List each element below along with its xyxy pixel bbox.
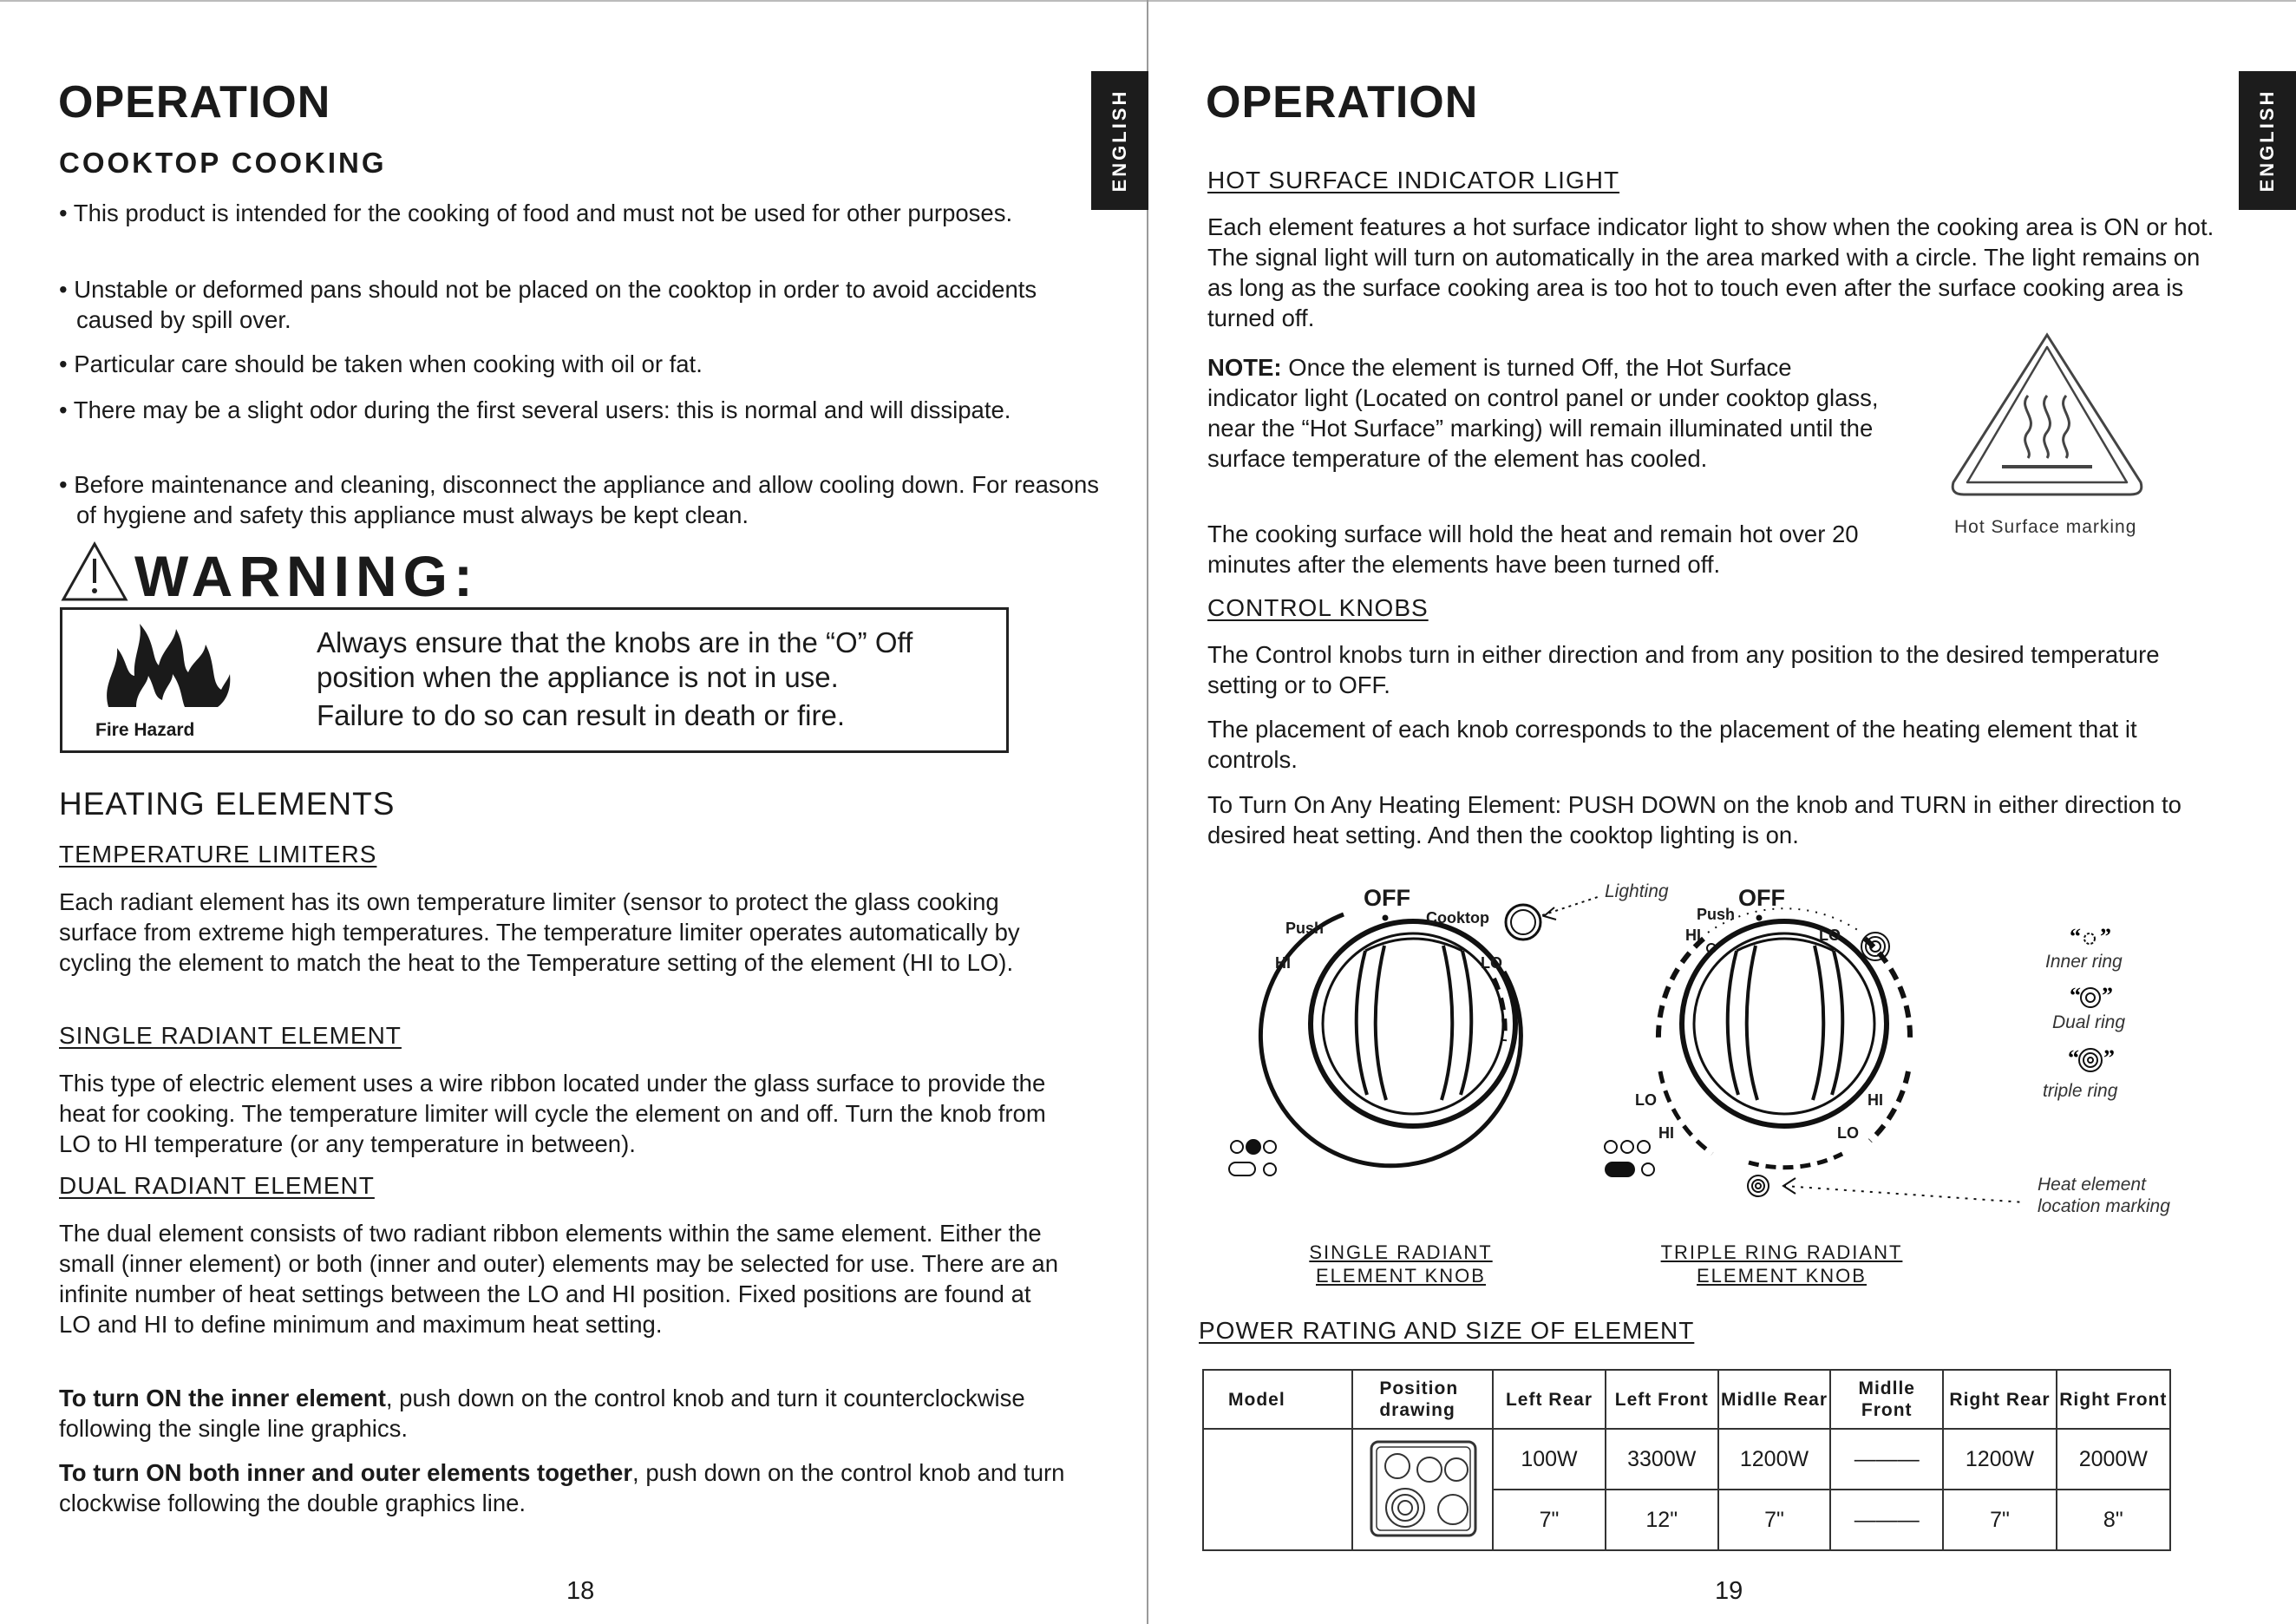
language-tab: ENGLISH	[2239, 71, 2296, 210]
header-model: Model	[1203, 1370, 1352, 1429]
hot-surface-text: Each element features a hot surface indicator light to show when the cooking area is ON or hot. The signal light will turn on automatically in the area marked with a circle. The light remains on as long as the surface cooking area is too hot to touch even after the surface cooking area is turned off.	[1207, 213, 2214, 331]
single-position-icon	[1229, 1140, 1276, 1175]
control-knobs-text-2: The placement of each knob corresponds to the placement of the heating element that it controls.	[1207, 716, 2137, 773]
heat-marking-label-2: location marking	[2038, 1196, 2170, 1216]
page-number: 18	[566, 1577, 595, 1605]
warning-title: WARNING:	[134, 544, 479, 608]
svg-text:“: “	[2070, 983, 2081, 1008]
triple-ring-icon	[1861, 933, 1889, 960]
cooktop-label: Cooktop	[1426, 909, 1489, 927]
bullet-item: • Particular care should be taken when cooking with oil or fat.	[59, 350, 703, 377]
header-right-front: Right Front	[2057, 1370, 2170, 1429]
temp-limiters-heading: TEMPERATURE LIMITERS	[59, 841, 377, 868]
svg-text:”: ”	[2102, 983, 2113, 1008]
model-cell	[1203, 1429, 1352, 1550]
triple-lo-label-2: LO	[1635, 1091, 1657, 1109]
inner-element-instruction: To turn ON the inner element, push down on the control knob and turn it counterclockwise following the single line graphics.	[59, 1385, 1025, 1442]
svg-text:”: ”	[2103, 1045, 2115, 1071]
warning-text-2: Failure to do so can result in death or fire.	[317, 699, 845, 731]
cooktop-position-icon	[1357, 1435, 1488, 1539]
size-middle-front: ———	[1830, 1490, 1943, 1550]
warning-triangle-icon	[61, 541, 128, 602]
triple-hi-label-2: HI	[1658, 1124, 1674, 1142]
bullet-item: • This product is intended for the cooking of food and must not be used for other purposes.	[59, 200, 1013, 226]
single-knob-caption: SINGLE RADIANT ELEMENT KNOB	[1309, 1241, 1493, 1287]
header-right-rear: Right Rear	[1943, 1370, 2056, 1429]
fire-hazard-caption: Fire Hazard	[95, 720, 195, 740]
heat-element-location-icon	[1748, 1175, 1769, 1196]
bullet-item: • Before maintenance and cleaning, disconnect the appliance and allow cooling down. For reasons of hygiene and safety this appliance must always be kept clean.	[59, 471, 1100, 528]
bullet-item: • Unstable or deformed pans should not be placed on the cooktop in order to avoid accidents caused by spill over.	[59, 276, 1037, 333]
single-hi-label: HI	[1275, 954, 1291, 972]
single-off-label: OFF	[1364, 885, 1410, 911]
single-lo-label: LO	[1481, 954, 1502, 972]
inner-ring-icon	[2084, 933, 2095, 944]
size-left-front: 12"	[1606, 1490, 1718, 1550]
lighting-label: Lighting	[1605, 881, 1669, 901]
page-number: 19	[1715, 1577, 1743, 1605]
control-knobs-text-1: The Control knobs turn in either direction and from any position to the desired temperature setting or to OFF.	[1207, 641, 2160, 698]
svg-text:“: “	[2070, 924, 2081, 949]
triple-ring-knob	[1658, 908, 1910, 1167]
inner-ring-label: Inner ring	[2045, 952, 2123, 972]
bullet-item: • There may be a slight odor during the first several users: this is normal and will dissipate.	[59, 396, 1011, 423]
size-left-rear: 7"	[1493, 1490, 1605, 1550]
header-left-front: Left Front	[1606, 1370, 1718, 1429]
power-middle-front: ———	[1830, 1429, 1943, 1490]
section-title: COOKTOP COOKING	[59, 147, 387, 179]
warning-text: Always ensure that the knobs are in the “O” Off position when the appliance is not in use.	[317, 626, 913, 693]
position-drawing-cell	[1352, 1429, 1493, 1550]
table-header-row	[1203, 1370, 2170, 1429]
triple-knob-caption: TRIPLE RING RADIANT ELEMENT KNOB	[1660, 1241, 1903, 1287]
power-left-rear: 100W	[1493, 1429, 1605, 1490]
dual-ring-label: Dual ring	[2052, 1012, 2126, 1032]
table-row	[1203, 1429, 2170, 1490]
triple-hi-label: HI	[1685, 927, 1701, 944]
size-right-front: 8"	[2057, 1490, 2170, 1550]
triple-ring-label: triple ring	[2043, 1081, 2118, 1101]
single-radiant-heading: SINGLE RADIANT ELEMENT	[59, 1022, 402, 1049]
hot-surface-marking-caption: Hot Surface marking	[1954, 517, 2137, 537]
single-radiant-knob	[1260, 914, 1521, 1166]
triple-lo-label-3: LO	[1837, 1124, 1859, 1142]
fire-hazard-icon	[101, 622, 232, 710]
hot-surface-heading: HOT SURFACE INDICATOR LIGHT	[1207, 167, 1620, 193]
heating-elements-heading: HEATING ELEMENTS	[59, 786, 396, 822]
header-middle-rear: Midlle Rear	[1718, 1370, 1830, 1429]
triple-lo-label: LO	[1819, 927, 1841, 944]
page-title: OPERATION	[58, 77, 331, 128]
warning-box	[60, 607, 1009, 753]
size-right-rear: 7"	[1943, 1490, 2056, 1550]
size-middle-rear: 7"	[1718, 1490, 1830, 1550]
header-middle-front: Midlle Front	[1830, 1370, 1943, 1429]
header-left-rear: Left Rear	[1493, 1370, 1605, 1429]
power-right-rear: 1200W	[1943, 1429, 2056, 1490]
power-middle-rear: 1200W	[1718, 1429, 1830, 1490]
hot-surface-note: NOTE: Once the element is turned Off, the Hot Surface indicator light (Located on control panel or under cooktop glass, near the “Hot Surface” marking) will remain illuminated until the surface temperature of the element has cooled.	[1207, 354, 1879, 472]
power-rating-heading: POWER RATING AND SIZE OF ELEMENT	[1199, 1317, 1695, 1344]
power-rating-table	[1202, 1369, 2171, 1551]
hot-surface-hold-text: The cooking surface will hold the heat and remain hot over 20 minutes after the elements have been turned off.	[1207, 521, 1859, 578]
header-position-drawing: Position drawing	[1352, 1370, 1493, 1429]
triple-hi-label-3: HI	[1868, 1091, 1883, 1109]
single-radiant-text: This type of electric element uses a wire ribbon located under the glass surface to provide the heat for cooking. The temperature limiter will cycle the element on and off. Turn the knob from LO to HI temperature (or any temperature in between).	[59, 1070, 1046, 1157]
dual-radiant-heading: DUAL RADIANT ELEMENT	[59, 1172, 375, 1199]
dual-ring-icon	[2081, 988, 2100, 1007]
temp-limiters-text: Each radiant element has its own temperature limiter (sensor to protect the glass cooking surface from extreme high temperatures. The temperature limiter operates automatically by cycling the element to match the heat to the Temperature setting of the element (HI to LO).	[59, 888, 1020, 976]
triple-ring-legend-icon	[2079, 1049, 2102, 1071]
heat-marking-label-1: Heat element	[2038, 1175, 2146, 1195]
control-knobs-text-3: To Turn On Any Heating Element: PUSH DOWN on the knob and TURN in either direction to desired heat setting. And then the cooktop lighting is on.	[1207, 791, 2182, 848]
triple-position-icon	[1605, 1141, 1654, 1176]
power-left-front: 3300W	[1606, 1429, 1718, 1490]
svg-text:“: “	[2068, 1045, 2079, 1071]
page-title: OPERATION	[1206, 77, 1479, 128]
language-tab: ENGLISH	[1091, 71, 1148, 210]
dual-radiant-text: The dual element consists of two radiant ribbon elements within the same element. Either the small (inner element) or both (inner and outer) elements may be selected for use. There are an infinite number of heat settings between the LO and HI position. Fixed positions are found at LO and HI to define minimum and maximum heat setting.	[59, 1220, 1059, 1338]
triple-push-label: Push	[1697, 906, 1736, 923]
single-push-label: Push	[1285, 920, 1325, 937]
both-elements-instruction: To turn ON both inner and outer elements together, push down on the control knob and turn clockwise following the double graphics line.	[59, 1459, 1065, 1516]
triple-off-label: OFF	[1738, 885, 1785, 911]
power-right-front: 2000W	[2057, 1429, 2170, 1490]
control-knobs-heading: CONTROL KNOBS	[1207, 594, 1429, 621]
svg-text:”: ”	[2100, 924, 2111, 949]
